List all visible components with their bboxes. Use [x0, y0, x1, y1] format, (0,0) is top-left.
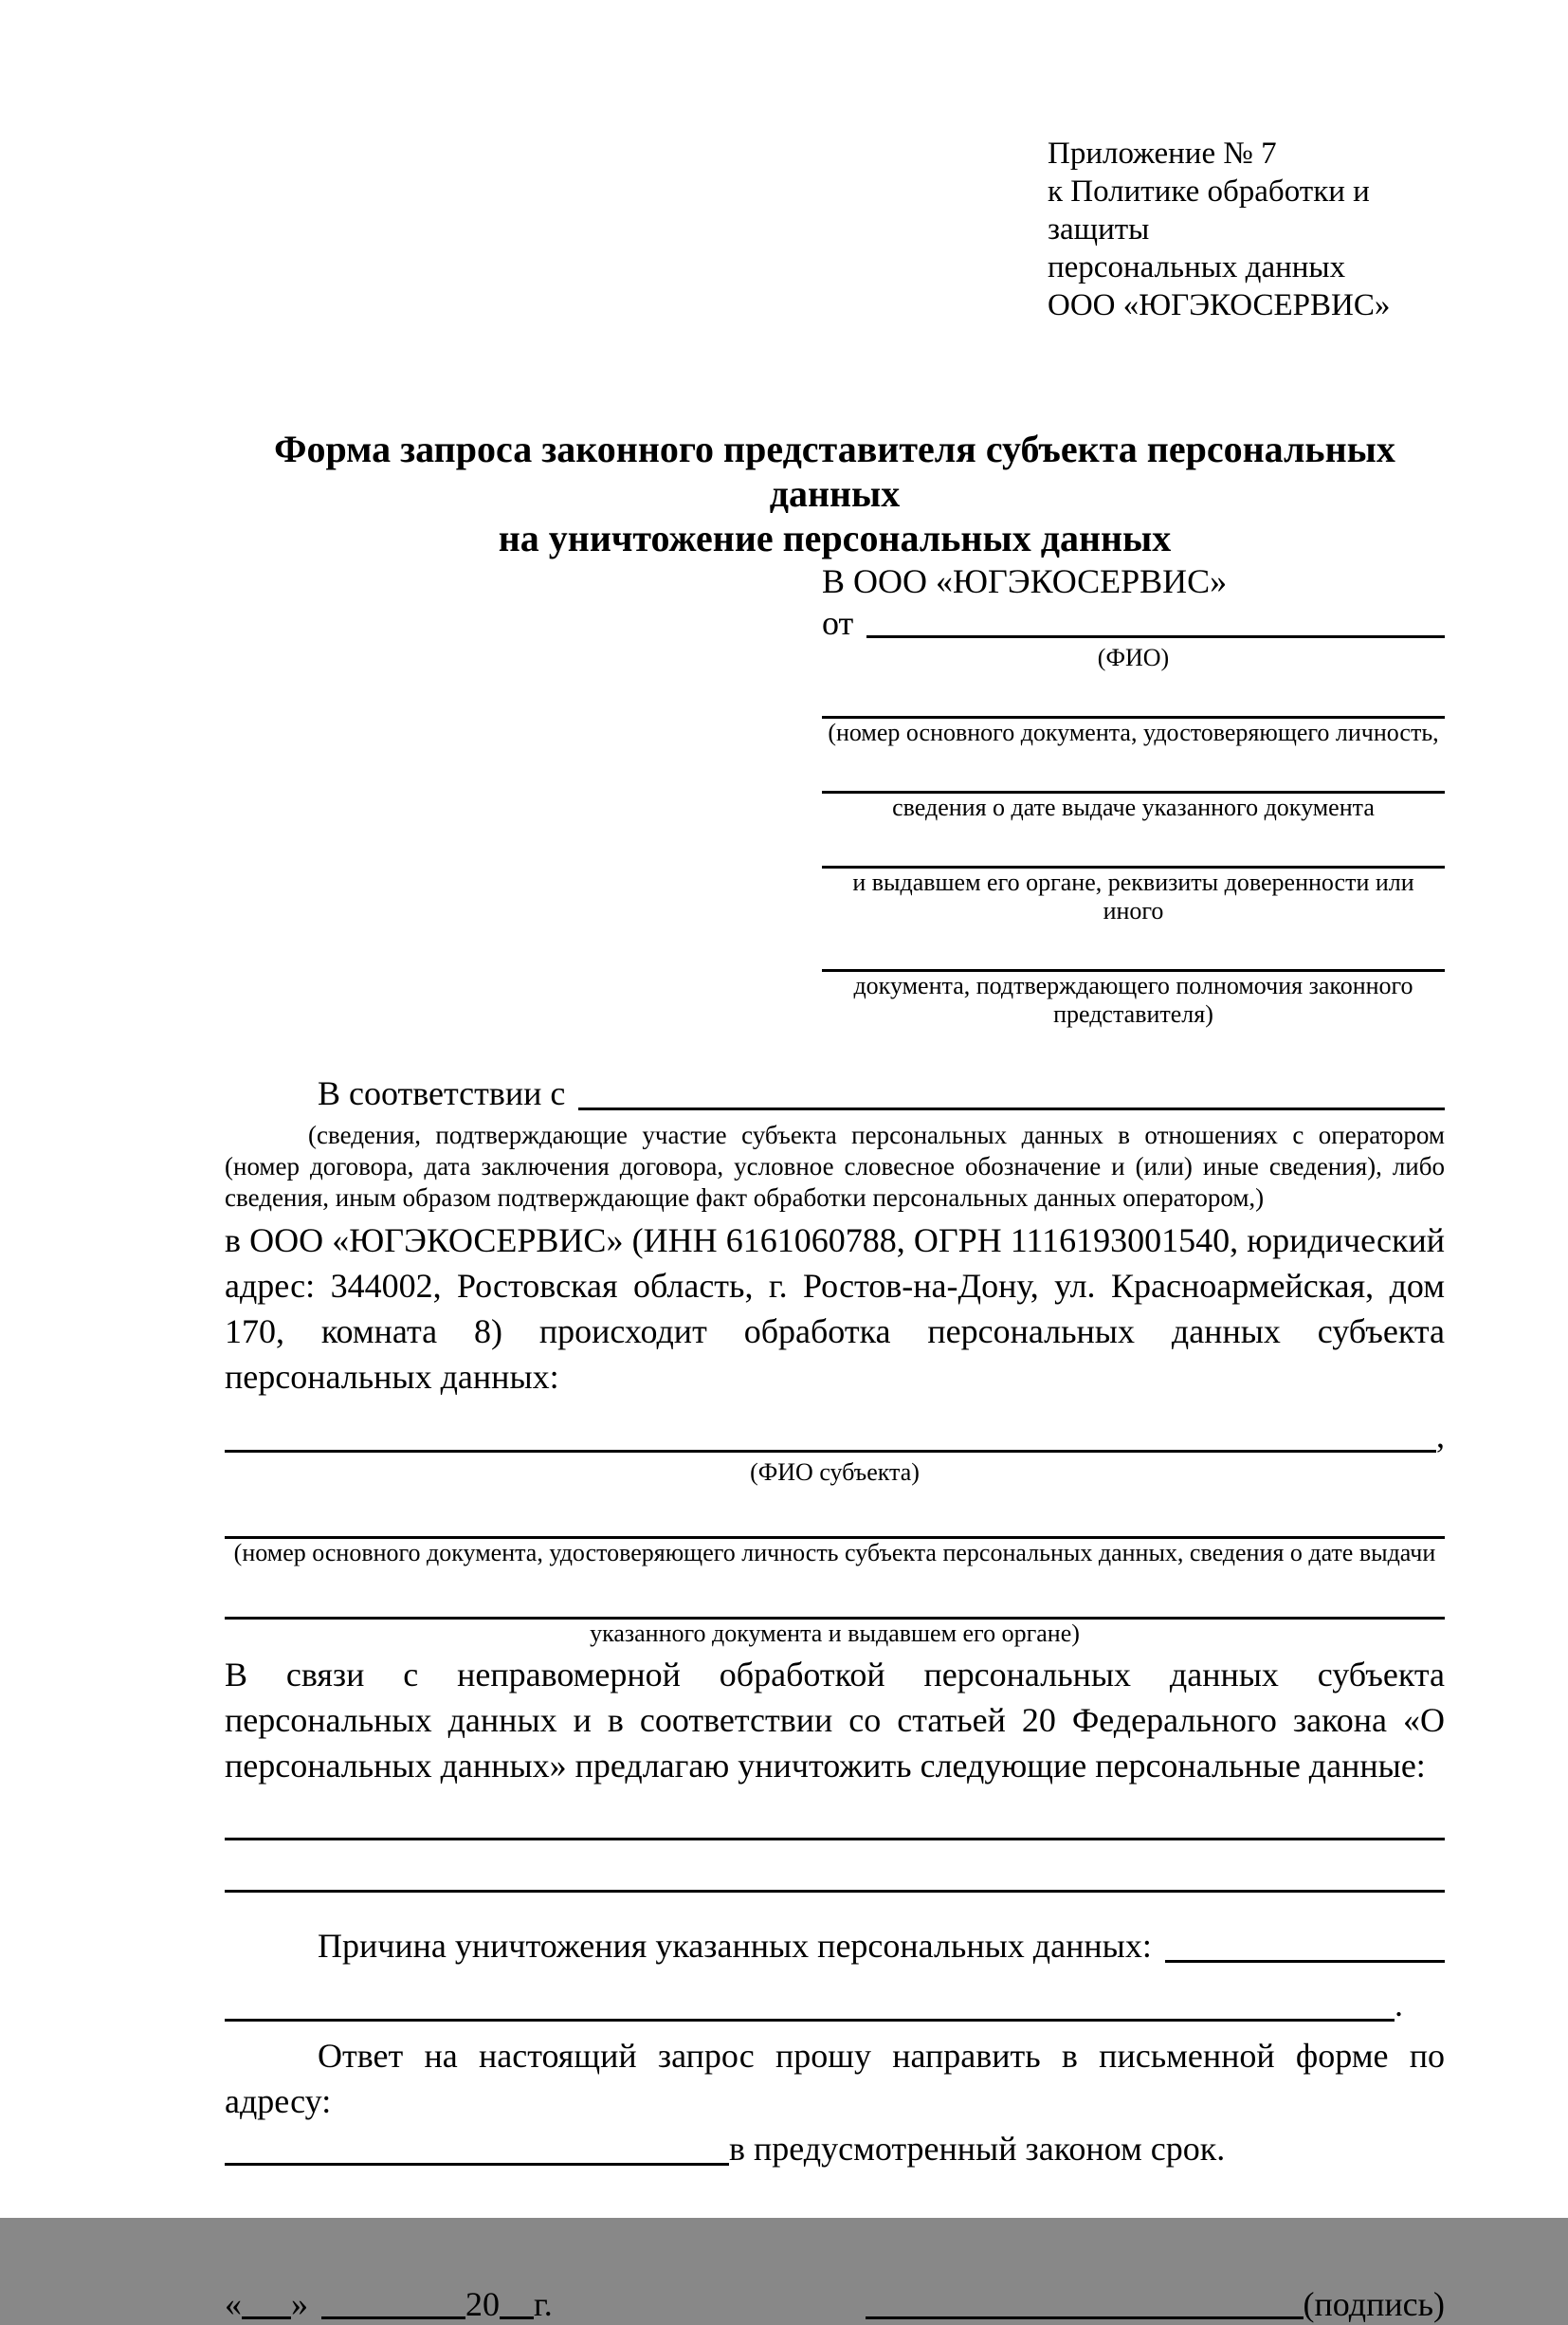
signature-blank — [866, 2316, 1304, 2319]
comma-after-line: , — [1436, 1417, 1445, 1455]
reason-continuation-row — [225, 1982, 1445, 2027]
document-title — [225, 427, 1445, 560]
fio-blank-line — [866, 626, 1445, 638]
footer-row — [225, 2283, 1445, 2325]
doc-line-group-4 — [822, 969, 1445, 1029]
close-quote: » — [291, 2285, 308, 2323]
annex-line-3: персональных данных — [1048, 250, 1346, 284]
subject-doc-caption-2: указанного документа и выдавшем его органе) — [590, 1620, 1080, 1647]
according-label: В соответствии с — [318, 1074, 566, 1112]
doc-caption-1: (номер основного документа, удостоверяющего личность, — [828, 719, 1439, 746]
annex-line-4: ООО «ЮГЭКОСЕРВИС» — [1048, 288, 1391, 322]
year-blank — [500, 2316, 534, 2319]
according-row — [225, 1071, 1445, 1116]
title-line-1: Форма запроса законного представителя субъекта персональных данных — [274, 428, 1395, 515]
according-blank-line — [578, 1098, 1445, 1110]
data-blank-line-1 — [225, 1838, 1445, 1840]
period-after-line: . — [1395, 1986, 1403, 2023]
day-blank — [242, 2316, 291, 2319]
open-quote: « — [225, 2285, 242, 2323]
doc-line-group-3 — [822, 866, 1445, 925]
title-line-2: на уничтожение персональных данных — [498, 517, 1172, 559]
request-paragraph: В связи с неправомерной обработкой персональных данных субъекта персональных данных и в соответствии со статьей 20 Федерального закона «О персональных данных» предлагаю уничтожить следующие персональные данные: — [225, 1656, 1445, 1785]
fio-caption: (ФИО) — [1097, 644, 1170, 671]
reason-blank-line-2 — [225, 2009, 1395, 2022]
date-line — [225, 2283, 553, 2325]
reason-blank-line — [1165, 1950, 1445, 1963]
year-suffix: г. — [534, 2285, 553, 2323]
doc-caption-4: документа, подтверждающего полномочия законного представителя) — [853, 972, 1413, 1028]
operator-paragraph: в ООО «ЮГЭКОСЕРВИС» (ИНН 6161060788, ОГРН 1116193001540, юридический адрес: 344002, Ростовская область, г. Ростов-на-Дону, ул. Красноармейская, дом 170, комната 8) происходит обработка персональных данных субъекта персональных данных: — [225, 1221, 1445, 1396]
signature-line — [866, 2283, 1445, 2325]
reason-label: Причина уничтожения указанных персональных данных: — [318, 1927, 1152, 1965]
reply-paragraph: Ответ на настоящий запрос прошу направить в письменной форме по адресу: — [225, 2037, 1445, 2120]
subject-fio-row — [225, 1413, 1445, 1458]
subject-doc-caption-1: (номер основного документа, удостоверяющего личность субъекта персональных данных, сведения о дате выдачи — [233, 1539, 1436, 1566]
year-prefix: 20 — [465, 2285, 500, 2323]
from-row — [822, 602, 1445, 644]
data-blank-line-2 — [225, 1890, 1445, 1893]
signature-caption: (подпись) — [1303, 2285, 1445, 2323]
annex-reference-block — [1048, 135, 1445, 324]
fine-print: (сведения, подтверждающие участие субъекта персональных данных в отношениях с оператором (номер договора, дата заключения договора, условное словесное обозначение и (или) иные сведения), либо сведения, иным образом подтверждающие факт обработки персональных данных оператором,) — [225, 1121, 1445, 1212]
doc-line-group-2 — [822, 791, 1445, 822]
month-blank — [321, 2316, 465, 2319]
addressee-block — [822, 560, 1445, 1029]
subject-fio-blank-line — [225, 1440, 1436, 1453]
reply-address-row — [225, 2126, 1445, 2171]
annex-line-2: к Политике обработки и защиты — [1048, 174, 1370, 247]
subject-fio-caption: (ФИО субъекта) — [750, 1458, 920, 1486]
doc-line-group-1 — [822, 716, 1445, 747]
from-label: от — [822, 604, 854, 642]
annex-line-1: Приложение № 7 — [1048, 137, 1277, 171]
reply-address-blank-line — [225, 2153, 729, 2166]
addressee-to: В ООО «ЮГЭКОСЕРВИС» — [822, 562, 1228, 600]
doc-caption-2: сведения о дате выдаче указанного документа — [892, 794, 1375, 821]
reason-row — [225, 1923, 1445, 1968]
reply-suffix: в предусмотренный законом срок. — [729, 2130, 1226, 2168]
doc-caption-3: и выдавшем его органе, реквизиты доверенности или иного — [852, 869, 1414, 925]
